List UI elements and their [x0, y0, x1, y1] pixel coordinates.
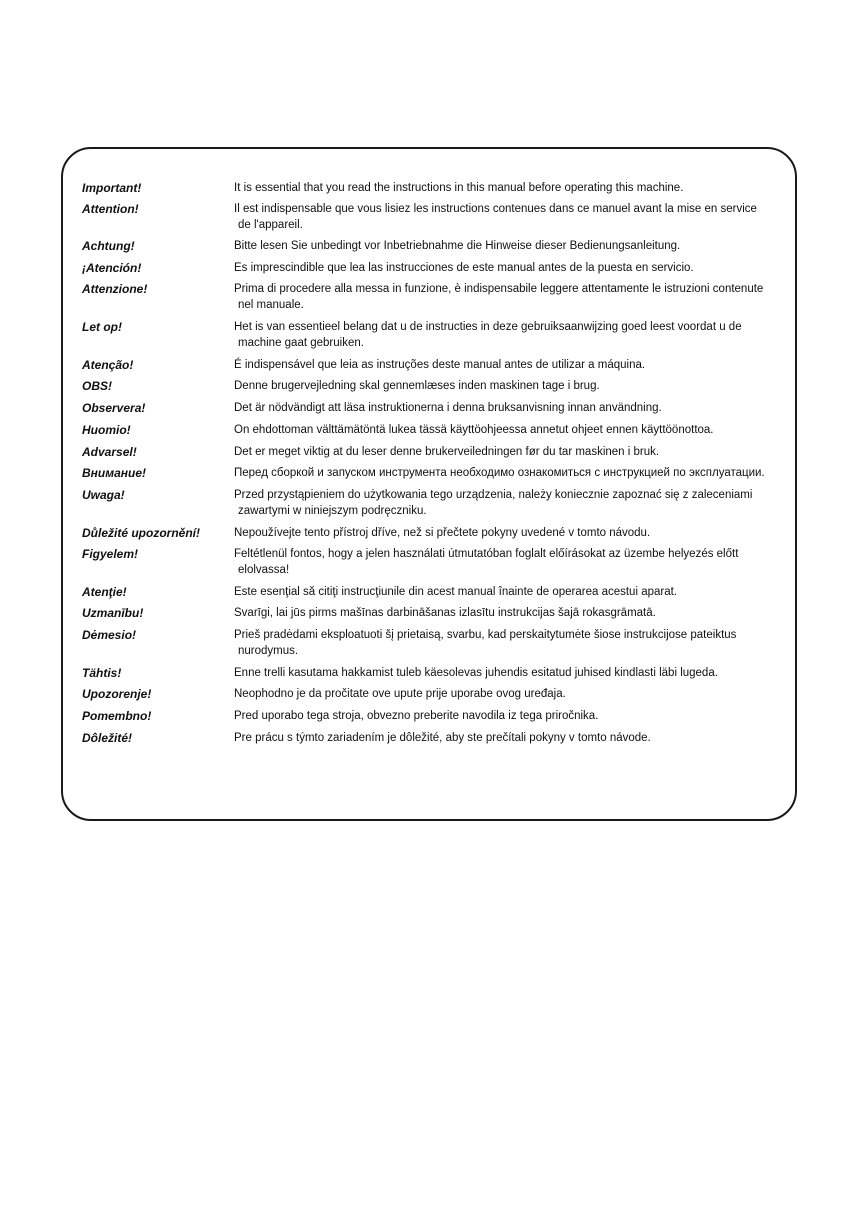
entry-text — [234, 422, 794, 438]
entry-label: Pomembno! — [82, 709, 152, 723]
entry-label: Atenţie! — [82, 585, 127, 599]
entry-text — [234, 180, 794, 196]
entry-text — [234, 584, 794, 600]
entry-text-continuation: de l'appareil. — [238, 219, 303, 231]
entry-text — [234, 708, 794, 724]
entry-label: Dėmesio! — [82, 628, 137, 642]
entry-text-line: On ehdottoman välttämätöntä lukea tässä käyttöohjeessa annetut ohjeet ennen käyttöönottoa. — [234, 424, 714, 436]
entry-text-line: Prieš pradėdami eksploatuoti šį prietaisą, svarbu, kad perskaitytumėte šiose instrukcijose pateiktus — [234, 629, 737, 641]
entry-text — [234, 260, 794, 276]
entry-text-line: Feltétlenül fontos, hogy a jelen használati útmutatóban foglalt előírásokat az üzembe helyezés előtt — [234, 548, 739, 560]
entry-text-line: Det er meget viktig at du leser denne brukerveiledningen før du tar maskinen i bruk. — [234, 446, 660, 458]
entry-text-line: Prima di procedere alla messa in funzione, è indispensabile leggere attentamente le istruzioni contenute — [234, 283, 764, 295]
entry-text-line: Het is van essentieel belang dat u de instructies in deze gebruiksaanwijzing goed leest voordat u de — [234, 321, 742, 333]
entry-text-continuation: zawartymi w niniejszym podręczniku. — [238, 505, 427, 517]
entry-label: Attenzione! — [82, 282, 148, 296]
entry-text — [234, 201, 794, 233]
entry-label: Upozorenje! — [82, 687, 152, 701]
entry-label: Figyelem! — [82, 547, 139, 561]
entry-text — [234, 378, 794, 394]
entry-label: Důležité upozornění! — [82, 526, 200, 540]
entry-text-line: Svarīgi, lai jūs pirms mašīnas darbināšanas izlasītu instrukcijas šajā rokasgrāmatā. — [234, 607, 656, 619]
entry-text — [234, 686, 794, 702]
entry-text-line: Il est indispensable que vous lisiez les instructions contenues dans ce manuel avant la mise en service — [234, 203, 757, 215]
entry-text-continuation: elolvassa! — [238, 564, 290, 576]
entry-label: Attention! — [82, 202, 139, 216]
entry-text-continuation: nel manuale. — [238, 299, 304, 311]
entry-label: Dôležité! — [82, 731, 133, 745]
notice-box — [61, 147, 797, 821]
entry-label: Atenção! — [82, 358, 134, 372]
entry-text-continuation: nurodymus. — [238, 645, 299, 657]
entry-text-line: Neophodno je da pročitate ove upute prije uporabe ovog uređaja. — [234, 688, 566, 700]
entry-label: Important! — [82, 181, 142, 195]
entry-text-continuation: machine gaat gebruiken. — [238, 337, 364, 349]
entry-label: Let op! — [82, 320, 122, 334]
entry-label: Uwaga! — [82, 488, 125, 502]
entry-text — [234, 627, 794, 659]
entry-text-line: It is essential that you read the instructions in this manual before operating this machine. — [234, 182, 684, 194]
entry-text — [234, 281, 794, 313]
entry-label: ¡Atención! — [82, 261, 142, 275]
entry-text — [234, 444, 794, 460]
entry-label: Uzmanību! — [82, 606, 144, 620]
entry-label: Observera! — [82, 401, 146, 415]
entry-text — [234, 357, 794, 373]
entry-text-line: Przed przystąpieniem do użytkowania tego urządzenia, należy koniecznie zapoznać się z zaleceniami — [234, 489, 753, 501]
entry-text — [234, 546, 794, 578]
entry-label: Advarsel! — [82, 445, 137, 459]
entry-text — [234, 465, 794, 481]
entry-text — [234, 730, 794, 746]
entry-label: Achtung! — [82, 239, 135, 253]
entry-text — [234, 525, 794, 541]
entry-text — [234, 400, 794, 416]
entry-text-line: Denne brugervejledning skal gennemlæses inden maskinen tage i brug. — [234, 380, 600, 392]
entry-label: Huomio! — [82, 423, 131, 437]
entry-text-line: Pre prácu s týmto zariadením je dôležité, aby ste prečítali pokyny v tomto návode. — [234, 732, 651, 744]
entry-text-line: Bitte lesen Sie unbedingt vor Inbetriebnahme die Hinweise dieser Bedienungsanleitung. — [234, 240, 681, 252]
entry-text — [234, 487, 794, 519]
entry-label: OBS! — [82, 379, 112, 393]
entry-label: Tähtis! — [82, 666, 122, 680]
entry-text-line: Enne trelli kasutama hakkamist tuleb käesolevas juhendis esitatud juhised kindlasti läbi lugeda. — [234, 667, 718, 679]
entry-label: Внимание! — [82, 466, 147, 480]
entry-text-line: Es imprescindible que lea las instrucciones de este manual antes de la puesta en servicio. — [234, 262, 694, 274]
entry-text-line: Det är nödvändigt att läsa instruktionerna i denna bruksanvisning innan användning. — [234, 402, 662, 414]
entry-text-line: Este esenţial să citiţi instrucţiunile din acest manual înainte de operarea acestui aparat. — [234, 586, 678, 598]
entry-text-line: É indispensável que leia as instruções deste manual antes de utilizar a máquina. — [234, 359, 646, 371]
entry-text-line: Перед сборкой и запуском инструмента необходимо ознакомиться с инструкцией по эксплуатации. — [234, 467, 765, 479]
entry-text — [234, 238, 794, 254]
entry-text — [234, 605, 794, 621]
entry-text-line: Pred uporabo tega stroja, obvezno preberite navodila iz tega priročnika. — [234, 710, 599, 722]
entry-text — [234, 665, 794, 681]
entry-text — [234, 319, 794, 351]
entry-text-line: Nepoužívejte tento přístroj dříve, než si přečtete pokyny uvedené v tomto návodu. — [234, 527, 651, 539]
